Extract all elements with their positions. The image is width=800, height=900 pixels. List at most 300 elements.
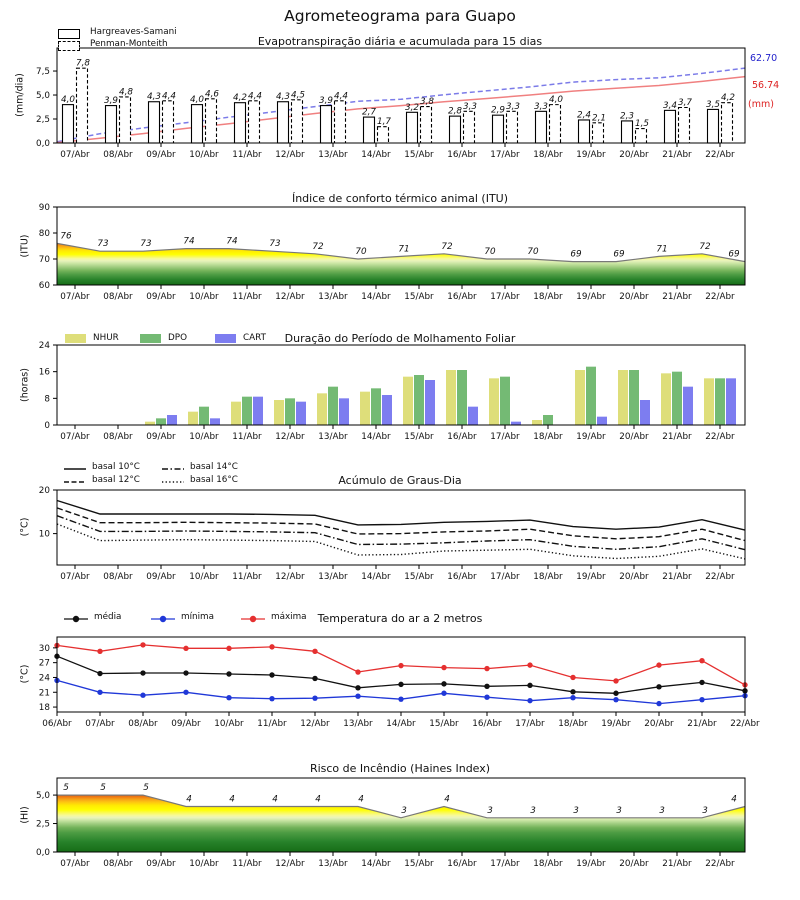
legend-label-nhur: NHUR — [93, 333, 119, 343]
svg-text:15/Abr: 15/Abr — [404, 150, 434, 160]
penman-bar — [679, 107, 690, 143]
svg-text:19/Abr: 19/Abr — [576, 432, 606, 442]
svg-text:71: 71 — [656, 244, 668, 255]
cart-bar — [296, 402, 306, 425]
svg-text:60: 60 — [38, 281, 50, 291]
temperature-point — [441, 681, 446, 686]
nhur-bar — [360, 392, 370, 425]
svg-text:3,4: 3,4 — [663, 100, 677, 111]
temperature-point — [355, 685, 360, 690]
temperature-point — [97, 690, 102, 695]
cart-bar — [683, 387, 693, 425]
nhur-bar — [231, 402, 241, 425]
svg-text:4,6: 4,6 — [205, 89, 219, 100]
chart-2-itu — [57, 231, 745, 285]
dpo-bar — [285, 398, 295, 425]
svg-text:73: 73 — [140, 239, 152, 250]
svg-text:16/Abr: 16/Abr — [447, 859, 477, 869]
temperature-point — [656, 701, 661, 706]
svg-text:2,4: 2,4 — [577, 110, 591, 121]
chart-haines-title: Risco de Incêndio (Haines Index) — [309, 762, 491, 775]
svg-text:4,3: 4,3 — [147, 92, 161, 103]
legend-label-maxima: máxima — [271, 612, 307, 622]
svg-text:07/Abr: 07/Abr — [60, 432, 90, 442]
svg-text:22/Abr: 22/Abr — [705, 572, 735, 582]
svg-text:11/Abr: 11/Abr — [257, 719, 287, 729]
svg-text:73: 73 — [269, 239, 281, 250]
svg-text:7,5: 7,5 — [36, 67, 50, 78]
dpo-bar — [156, 418, 166, 425]
svg-text:22/Abr: 22/Abr — [705, 859, 735, 869]
temperature-point — [183, 690, 188, 695]
penman-bar — [120, 97, 131, 143]
svg-text:69: 69 — [613, 249, 625, 260]
svg-text:3,2: 3,2 — [405, 102, 419, 113]
hargreaves-bar — [364, 117, 375, 143]
dpo-bar — [500, 377, 510, 425]
nhur-bar — [532, 420, 542, 425]
svg-text:21/Abr: 21/Abr — [662, 859, 692, 869]
degree-day-line — [57, 516, 745, 550]
accumulated-total-hargreaves: 56.74 — [752, 80, 780, 91]
penman-bar — [292, 100, 303, 143]
chart-degreedays-title: Acúmulo de Graus-Dia — [338, 474, 462, 487]
penman-bar — [464, 111, 475, 143]
svg-text:21/Abr: 21/Abr — [687, 719, 717, 729]
temperature-point — [570, 689, 575, 694]
svg-text:15/Abr: 15/Abr — [429, 719, 459, 729]
penman-bar — [550, 105, 561, 143]
svg-text:18/Abr: 18/Abr — [533, 150, 563, 160]
svg-text:0: 0 — [44, 421, 50, 431]
temperature-point — [699, 658, 704, 663]
svg-text:70: 70 — [38, 255, 50, 265]
svg-text:18/Abr: 18/Abr — [558, 719, 588, 729]
svg-text:2,8: 2,8 — [448, 106, 462, 117]
legend-label-media: média — [94, 612, 122, 622]
svg-text:14/Abr: 14/Abr — [361, 432, 391, 442]
svg-text:08/Abr: 08/Abr — [103, 292, 133, 302]
svg-text:3: 3 — [573, 805, 579, 816]
temperature-point — [312, 695, 317, 700]
svg-text:3: 3 — [487, 805, 493, 816]
dpo-bar — [715, 378, 725, 425]
dpo-bar — [199, 407, 209, 425]
svg-text:69: 69 — [728, 249, 740, 260]
nhur-bar — [704, 378, 714, 425]
svg-text:08/Abr: 08/Abr — [103, 859, 133, 869]
svg-text:18: 18 — [38, 703, 50, 714]
dpo-bar — [371, 388, 381, 425]
temperature-point — [527, 698, 532, 703]
temperature-point — [527, 662, 532, 667]
chart-wetness-ylabel: (horas) — [19, 368, 31, 402]
chart-4-degree-days — [57, 501, 745, 559]
svg-text:27: 27 — [38, 658, 50, 669]
svg-text:12/Abr: 12/Abr — [275, 150, 305, 160]
svg-text:21/Abr: 21/Abr — [662, 292, 692, 302]
svg-text:3: 3 — [702, 805, 708, 816]
legend-label-basal14: basal 14°C — [190, 462, 238, 472]
dpo-bar — [414, 375, 424, 425]
penman-bar — [722, 103, 733, 143]
temperature-point — [140, 693, 145, 698]
cart-bar — [339, 398, 349, 425]
cart-bar — [468, 407, 478, 425]
temperature-point — [398, 696, 403, 701]
svg-text:10/Abr: 10/Abr — [189, 572, 219, 582]
penman-bar — [507, 111, 518, 143]
svg-text:4: 4 — [272, 794, 278, 805]
temperature-point — [355, 669, 360, 674]
svg-text:74: 74 — [183, 236, 195, 247]
chart-evapotranspiration-title: Evapotranspiração diária e acumulada para 15 dias — [257, 35, 543, 48]
svg-text:1,7: 1,7 — [377, 117, 391, 128]
svg-text:4,3: 4,3 — [276, 92, 290, 103]
svg-text:14/Abr: 14/Abr — [386, 719, 416, 729]
temperature-line — [57, 656, 745, 693]
nhur-bar — [618, 370, 628, 425]
chart-itu-ylabel: (ITU) — [19, 234, 31, 258]
svg-text:12/Abr: 12/Abr — [275, 292, 305, 302]
svg-text:24: 24 — [38, 341, 50, 351]
svg-text:11/Abr: 11/Abr — [232, 859, 262, 869]
svg-text:07/Abr: 07/Abr — [60, 150, 90, 160]
svg-text:14/Abr: 14/Abr — [361, 572, 391, 582]
temperature-point — [613, 678, 618, 683]
svg-text:16/Abr: 16/Abr — [447, 150, 477, 160]
dpo-bar — [543, 415, 553, 425]
legend-label-basal12: basal 12°C — [92, 475, 140, 485]
cart-bar — [253, 397, 263, 425]
hargreaves-bar — [149, 102, 160, 143]
chart-evapotranspiration-ylabel: (mm/dia) — [14, 73, 26, 117]
svg-text:13/Abr: 13/Abr — [318, 859, 348, 869]
svg-text:2,3: 2,3 — [620, 111, 634, 122]
temperature-point — [484, 694, 489, 699]
hargreaves-bar — [579, 120, 590, 143]
temperature-point — [398, 682, 403, 687]
chart-3-axes — [39, 341, 745, 442]
hargreaves-bar — [321, 106, 332, 143]
hargreaves-bar — [192, 105, 203, 143]
chart-temperature-title: Temperatura do ar a 2 metros — [317, 612, 483, 625]
legend-sample-maxima-line — [240, 615, 266, 623]
svg-text:4,2: 4,2 — [233, 93, 247, 104]
temperature-point — [656, 684, 661, 689]
svg-text:18/Abr: 18/Abr — [533, 292, 563, 302]
svg-text:20/Abr: 20/Abr — [644, 719, 674, 729]
temperature-point — [613, 691, 618, 696]
nhur-bar — [188, 412, 198, 425]
hargreaves-bar — [235, 103, 246, 143]
svg-text:0,0: 0,0 — [36, 848, 50, 858]
svg-text:09/Abr: 09/Abr — [146, 432, 176, 442]
nhur-bar — [489, 378, 499, 425]
svg-text:3,3: 3,3 — [534, 101, 548, 112]
penman-bar — [335, 101, 346, 143]
nhur-bar — [575, 370, 585, 425]
svg-text:71: 71 — [398, 244, 410, 255]
svg-text:09/Abr: 09/Abr — [146, 150, 176, 160]
temperature-point — [441, 691, 446, 696]
chart-itu-title: Índice de conforto térmico animal (ITU) — [291, 192, 509, 205]
temperature-point — [613, 697, 618, 702]
svg-text:3: 3 — [616, 805, 622, 816]
svg-text:11/Abr: 11/Abr — [232, 292, 262, 302]
svg-text:17/Abr: 17/Abr — [490, 150, 520, 160]
svg-text:15/Abr: 15/Abr — [404, 859, 434, 869]
legend-label-minima: mínima — [181, 612, 214, 622]
svg-text:18/Abr: 18/Abr — [533, 432, 563, 442]
dpo-bar — [457, 370, 467, 425]
chart-1-axes — [36, 48, 745, 160]
legend-swatch-penman — [58, 41, 80, 51]
temperature-point — [269, 696, 274, 701]
svg-text:5: 5 — [143, 783, 149, 794]
svg-text:5,0: 5,0 — [36, 791, 50, 802]
hargreaves-bar — [450, 116, 461, 143]
dpo-bar — [242, 397, 252, 425]
degree-day-line — [57, 524, 745, 559]
svg-text:4,2: 4,2 — [721, 93, 735, 104]
hargreaves-bar — [622, 121, 633, 143]
cart-bar — [167, 415, 177, 425]
svg-text:13/Abr: 13/Abr — [318, 432, 348, 442]
legend-sample-basal12-line — [63, 480, 87, 484]
svg-text:15/Abr: 15/Abr — [404, 292, 434, 302]
svg-text:17/Abr: 17/Abr — [490, 292, 520, 302]
svg-text:14/Abr: 14/Abr — [361, 292, 391, 302]
chart-degreedays-ylabel: (°C) — [19, 517, 31, 537]
svg-text:74: 74 — [226, 236, 238, 247]
nhur-bar — [403, 377, 413, 425]
svg-text:3,7: 3,7 — [678, 97, 692, 108]
svg-text:11/Abr: 11/Abr — [232, 432, 262, 442]
temperature-point — [441, 665, 446, 670]
svg-text:14/Abr: 14/Abr — [361, 859, 391, 869]
svg-text:5,0: 5,0 — [36, 91, 50, 102]
svg-text:09/Abr: 09/Abr — [146, 292, 176, 302]
svg-text:17/Abr: 17/Abr — [490, 572, 520, 582]
temperature-point — [398, 663, 403, 668]
svg-text:17/Abr: 17/Abr — [515, 719, 545, 729]
svg-text:4,8: 4,8 — [119, 87, 133, 98]
svg-text:20/Abr: 20/Abr — [619, 859, 649, 869]
legend-swatch-cart — [215, 334, 236, 343]
hargreaves-bar — [665, 110, 676, 143]
svg-text:8: 8 — [44, 394, 50, 405]
svg-text:3,8: 3,8 — [420, 97, 434, 108]
penman-bar — [593, 123, 604, 143]
svg-text:1,5: 1,5 — [635, 119, 649, 130]
svg-text:07/Abr: 07/Abr — [60, 292, 90, 302]
svg-text:07/Abr: 07/Abr — [85, 719, 115, 729]
penman-bar — [249, 101, 260, 143]
svg-text:21: 21 — [38, 688, 50, 699]
svg-text:15/Abr: 15/Abr — [404, 432, 434, 442]
cart-bar — [726, 378, 736, 425]
nhur-bar — [317, 393, 327, 425]
svg-text:4,4: 4,4 — [334, 91, 348, 102]
svg-text:4: 4 — [186, 794, 192, 805]
legend-swatch-nhur — [65, 334, 86, 343]
temperature-point — [570, 695, 575, 700]
svg-text:09/Abr: 09/Abr — [171, 719, 201, 729]
svg-text:72: 72 — [699, 241, 711, 252]
temperature-point — [226, 695, 231, 700]
temperature-point — [97, 671, 102, 676]
svg-text:21/Abr: 21/Abr — [662, 432, 692, 442]
cart-bar — [597, 417, 607, 425]
svg-text:06/Abr: 06/Abr — [42, 719, 72, 729]
svg-text:19/Abr: 19/Abr — [576, 572, 606, 582]
svg-text:08/Abr: 08/Abr — [103, 432, 133, 442]
svg-text:13/Abr: 13/Abr — [343, 719, 373, 729]
temperature-point — [656, 662, 661, 667]
svg-text:08/Abr: 08/Abr — [103, 150, 133, 160]
svg-text:13/Abr: 13/Abr — [318, 572, 348, 582]
svg-text:12/Abr: 12/Abr — [275, 859, 305, 869]
dpo-bar — [629, 370, 639, 425]
svg-text:4: 4 — [444, 794, 450, 805]
hargreaves-bar — [407, 112, 418, 143]
temperature-point — [699, 680, 704, 685]
penman-bar — [636, 129, 647, 143]
svg-text:4: 4 — [731, 794, 737, 805]
svg-text:90: 90 — [38, 203, 50, 213]
penman-bar — [77, 68, 88, 143]
hargreaves-bar — [106, 106, 117, 143]
accumulated-unit-label: (mm) — [748, 99, 774, 110]
svg-text:10/Abr: 10/Abr — [189, 432, 219, 442]
svg-text:76: 76 — [60, 231, 72, 242]
svg-text:09/Abr: 09/Abr — [146, 572, 176, 582]
svg-text:10: 10 — [38, 529, 50, 540]
legend-label-basal16: basal 16°C — [190, 475, 238, 485]
svg-text:22/Abr: 22/Abr — [705, 150, 735, 160]
svg-text:21/Abr: 21/Abr — [662, 572, 692, 582]
svg-text:20/Abr: 20/Abr — [619, 572, 649, 582]
svg-text:69: 69 — [570, 249, 582, 260]
degree-day-line — [57, 501, 745, 531]
temperature-point — [269, 672, 274, 677]
svg-text:12/Abr: 12/Abr — [275, 572, 305, 582]
temperature-point — [699, 697, 704, 702]
nhur-bar — [446, 370, 456, 425]
svg-text:4,4: 4,4 — [162, 91, 176, 102]
svg-text:4: 4 — [229, 794, 235, 805]
svg-text:20: 20 — [38, 486, 50, 496]
svg-text:16/Abr: 16/Abr — [472, 719, 502, 729]
temperature-point — [226, 646, 231, 651]
svg-text:17/Abr: 17/Abr — [490, 432, 520, 442]
penman-bar — [421, 107, 432, 143]
temperature-point — [183, 670, 188, 675]
svg-text:16/Abr: 16/Abr — [447, 432, 477, 442]
svg-text:14/Abr: 14/Abr — [361, 150, 391, 160]
svg-text:13/Abr: 13/Abr — [318, 292, 348, 302]
svg-text:13/Abr: 13/Abr — [318, 150, 348, 160]
svg-text:3,9: 3,9 — [319, 96, 333, 107]
svg-text:2,9: 2,9 — [491, 105, 505, 116]
svg-text:22/Abr: 22/Abr — [730, 719, 760, 729]
svg-text:4,0: 4,0 — [190, 95, 204, 106]
svg-text:10/Abr: 10/Abr — [189, 859, 219, 869]
temperature-point — [269, 644, 274, 649]
svg-text:4,0: 4,0 — [549, 95, 563, 106]
temperature-point — [140, 670, 145, 675]
hargreaves-bar — [708, 109, 719, 143]
svg-text:10/Abr: 10/Abr — [214, 719, 244, 729]
temperature-point — [484, 666, 489, 671]
cart-bar — [382, 395, 392, 425]
temperature-point — [312, 649, 317, 654]
svg-text:16/Abr: 16/Abr — [447, 572, 477, 582]
chart-5-temperature — [54, 642, 747, 706]
temperature-point — [355, 694, 360, 699]
svg-text:17/Abr: 17/Abr — [490, 859, 520, 869]
svg-text:19/Abr: 19/Abr — [576, 859, 606, 869]
svg-text:11/Abr: 11/Abr — [232, 150, 262, 160]
svg-text:10/Abr: 10/Abr — [189, 150, 219, 160]
penman-bar — [378, 127, 389, 143]
svg-text:3,3: 3,3 — [506, 101, 520, 112]
svg-text:2,5: 2,5 — [36, 115, 50, 126]
hargreaves-bar — [278, 102, 289, 143]
svg-text:4,5: 4,5 — [291, 90, 305, 101]
svg-text:20/Abr: 20/Abr — [619, 150, 649, 160]
cart-bar — [210, 418, 220, 425]
legend-label-hargreaves: Hargreaves-Samani — [90, 27, 177, 37]
legend-sample-minima-line — [150, 615, 176, 623]
temperature-point — [226, 671, 231, 676]
svg-text:3: 3 — [530, 805, 536, 816]
chart-temperature-ylabel: (°C) — [19, 664, 31, 684]
svg-text:4: 4 — [315, 794, 321, 805]
legend-sample-media-line — [63, 615, 89, 623]
temperature-point — [527, 683, 532, 688]
svg-text:4: 4 — [358, 794, 364, 805]
svg-text:3,5: 3,5 — [706, 99, 720, 110]
svg-text:3: 3 — [659, 805, 665, 816]
legend-sample-basal16-line — [161, 480, 185, 484]
nhur-bar — [661, 373, 671, 425]
legend-label-basal10: basal 10°C — [92, 462, 140, 472]
svg-text:70: 70 — [355, 247, 367, 257]
chart-haines-ylabel: (HI) — [19, 806, 31, 824]
svg-text:2,5: 2,5 — [36, 819, 50, 830]
legend-label-cart: CART — [243, 333, 267, 343]
svg-text:73: 73 — [97, 239, 109, 250]
svg-text:18/Abr: 18/Abr — [533, 859, 563, 869]
temperature-point — [140, 642, 145, 647]
svg-text:22/Abr: 22/Abr — [705, 292, 735, 302]
svg-text:0,0: 0,0 — [36, 139, 50, 149]
svg-text:4,4: 4,4 — [248, 91, 262, 102]
svg-text:70: 70 — [527, 247, 539, 257]
svg-text:08/Abr: 08/Abr — [128, 719, 158, 729]
svg-text:24: 24 — [38, 673, 50, 684]
svg-text:07/Abr: 07/Abr — [60, 572, 90, 582]
penman-bar — [163, 101, 174, 143]
svg-text:12/Abr: 12/Abr — [300, 719, 330, 729]
svg-text:7,8: 7,8 — [76, 58, 90, 69]
svg-text:3,3: 3,3 — [463, 101, 477, 112]
temperature-point — [183, 646, 188, 651]
svg-text:22/Abr: 22/Abr — [705, 432, 735, 442]
svg-text:15/Abr: 15/Abr — [404, 572, 434, 582]
